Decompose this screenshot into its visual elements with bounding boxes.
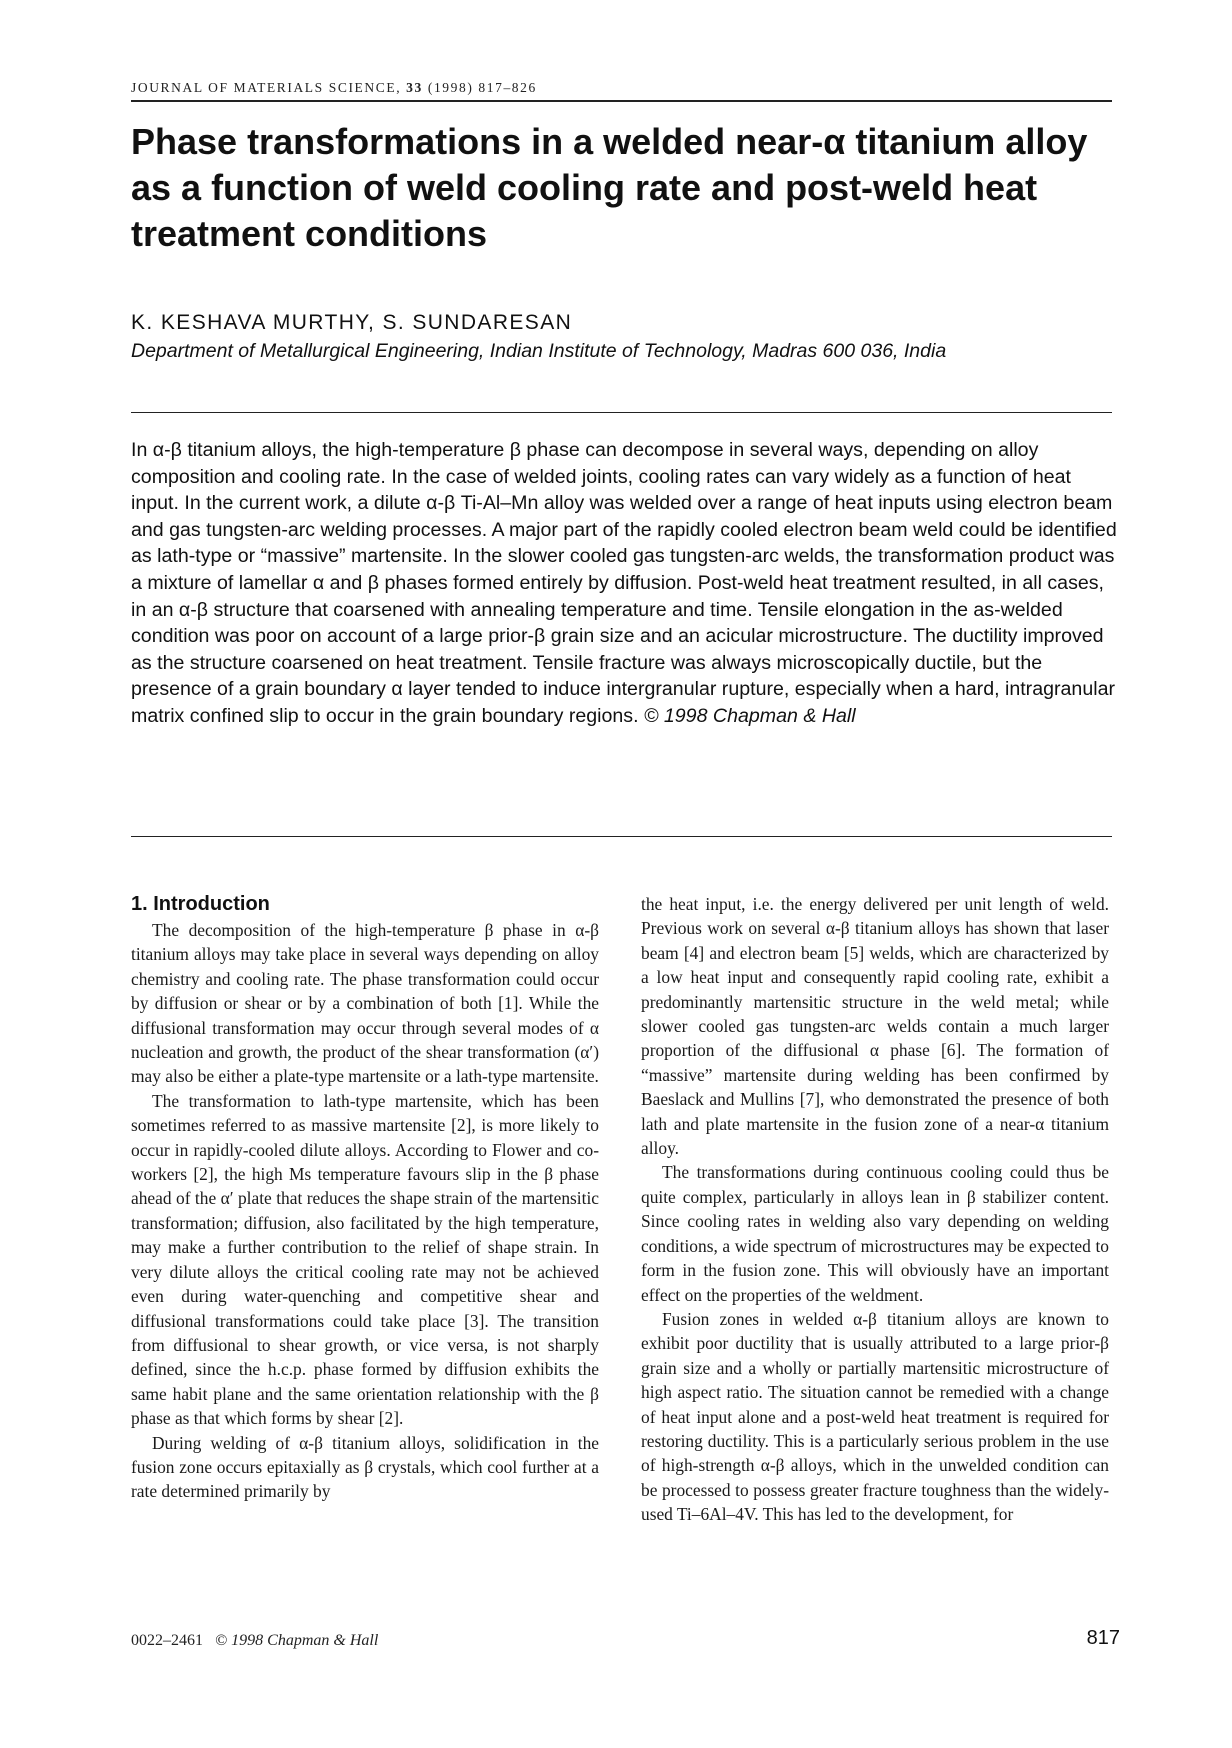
abstract-text: In α-β titanium alloys, the high-temperature β phase can decompose in several ways, depending on alloy composition and cooling rate. In the case of welded joints, cooling rates can vary widely as a function of heat input. In the current work, a dilute α-β Ti-Al–Mn alloy was welded over a range of heat inputs using electron beam and gas tungsten-arc welding processes. A major part of the rapidly cooled electron beam weld could be identified as lath-type or “massive” martensite. In the slower cooled gas tungsten-arc welds, the transformation product was a mixture of lamellar α and β phases formed entirely by diffusion. Post-weld heat treatment resulted, in all cases, in an α-β structure that coarsened with annealing temperature and time. Tensile elongation in the as-welded condition was poor on account of a large prior-β grain size and an acicular microstructure. The ductility improved as the structure coarsened on heat treatment. Tensile fracture was always microscopically ductile, but the presence of a grain boundary α layer tended to induce intergranular rupture, especially when a hard, intragranular matrix confined slip to occur in the grain boundary regions. <box>131 439 1117 727</box>
right-column <box>641 892 1109 1527</box>
author-list: K. KESHAVA MURTHY, S. SUNDARESAN <box>131 311 573 334</box>
footer-issn-line <box>131 1632 378 1650</box>
journal-name: JOURNAL OF MATERIALS SCIENCE, <box>131 80 402 95</box>
section-heading-introduction: 1. Introduction <box>131 893 270 915</box>
article-title: Phase transformations in a welded near-α titanium alloy as a function of weld cooling rate and post-weld heat treatment conditions <box>131 121 1088 254</box>
issn: 0022–2461 <box>131 1632 203 1649</box>
abstract <box>131 437 1121 730</box>
body-paragraph: The decomposition of the high-temperature β phase in α-β titanium alloys may take place in several ways depending on alloy chemistry and cooling rate. The phase transformation could occur by diffusion or shear or by a combination of both [1]. While the diffusional transformation may occur through several modes of α nucleation and growth, the product of the shear transformation (α′) may also be either a plate-type martensite or a lath-type martensite. <box>131 920 599 1087</box>
footer-copyright: © 1998 Chapman & Hall <box>215 1632 379 1649</box>
left-column <box>131 892 599 1504</box>
abstract-top-rule <box>131 412 1112 413</box>
running-head <box>131 80 1121 96</box>
journal-volume: 33 <box>406 80 423 95</box>
body-paragraph: The transformation to lath-type martensite, which has been sometimes referred to as massive martensite [2], is more likely to occur in rapidly-cooled dilute alloys. According to Flower and co-workers [2], the high Ms temperature favours slip in the β phase ahead of the α′ plate that reduces the shape strain of the martensitic transformation; diffusion, also facilitated by the high temperature, may make a further contribution to the relief of shape strain. In very dilute alloys the critical cooling rate may not be achieved even during water-quenching and competitive shear and diffusional transformations could take place [3]. The transition from diffusional to shear growth, or vice versa, is not sharply defined, since the h.c.p. phase formed by diffusion exhibits the same habit plane and the same orientation relationship with the β phase as that which forms by shear [2]. <box>131 1090 599 1429</box>
body-paragraph: During welding of α-β titanium alloys, solidification in the fusion zone occurs epitaxially as β crystals, which cool further at a rate determined primarily by <box>131 1432 599 1502</box>
body-paragraph: The transformations during continuous cooling could thus be quite complex, particularly in alloys lean in β stabilizer content. Since cooling rates in welding also vary depending on welding conditions, a wide spectrum of microstructures may be expected to form in the fusion zone. This will obviously have an important effect on the properties of the weldment. <box>641 1162 1109 1305</box>
body-paragraph: the heat input, i.e. the energy delivered per unit length of weld. Previous work on several α-β titanium alloys has shown that laser beam [4] and electron beam [5] welds, which are characterized by a low heat input and consequently rapid cooling rate, exhibit a predominantly martensitic structure in the weld metal; while slower cooled gas tungsten-arc welds contain a much larger proportion of the diffusional α phase [6]. The formation of “massive” martensite during welding has been confirmed by Baeslack and Mullins [7], who demonstrated the presence of both lath and plate martensite in the fusion zone of a near-α titanium alloy. <box>641 894 1109 1159</box>
journal-year-pages: (1998) 817–826 <box>427 80 537 95</box>
abstract-bottom-rule <box>131 836 1112 837</box>
header-rule <box>131 100 1112 102</box>
body-paragraph: Fusion zones in welded α-β titanium alloys are known to exhibit poor ductility that is usually attributed to a large prior-β grain size and a wholly or partially martensitic microstructure of high aspect ratio. The situation cannot be remedied with a change of heat input alone and a post-weld heat treatment is required for restoring ductility. This is a particularly serious problem in the use of high-strength α-β alloys, which in the unwelded condition can be processed to possess greater fracture toughness than the widely-used Ti–6Al–4V. This has led to the development, for <box>641 1308 1109 1525</box>
abstract-copyright: © 1998 Chapman & Hall <box>644 704 856 727</box>
author-affiliation: Department of Metallurgical Engineering, Indian Institute of Technology, Madras 600 036, India <box>131 340 947 362</box>
page-number: 817 <box>1086 1627 1120 1649</box>
